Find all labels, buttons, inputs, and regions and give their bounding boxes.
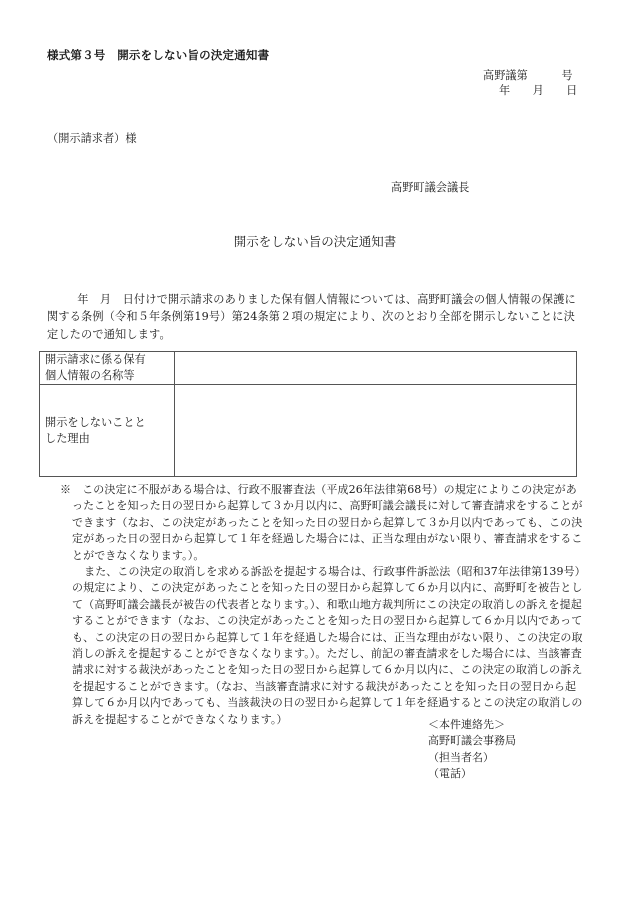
contact-office: 高野町議会事務局 bbox=[428, 734, 516, 748]
note-appeal: ※ この決定に不服がある場合は、行政不服審査法（平成26年法律第68号）の規定によりこの決定があったことを知った日の翌日から起算して３か月以内に、高野町議会議長に対して審査請求をすることができます（なお、この決定があったことを知った日の翌日から起算して３か月以内であっても、この決定があった日の翌日から起算して１年を経過した場合には、正当な理由がない限り、審査請求をすることができなくなります。）。 bbox=[60, 483, 583, 562]
label-line: 開示請求に係る保有 bbox=[45, 353, 146, 366]
body-paragraph: 年 月 日付けで開示請求のありました保有個人情報については、高野町議会の個人情報の保護に関する条例（令和５年条例第19号）第24条第２項の規定により、次のとおり全部を開示しないことに決定したので通知します。 bbox=[47, 293, 576, 341]
table-label-reason bbox=[40, 385, 175, 477]
info-table bbox=[39, 351, 577, 477]
contact-heading: ＜本件連絡先＞ bbox=[428, 718, 505, 731]
table-value-reason bbox=[175, 385, 577, 477]
label-line: した理由 bbox=[45, 431, 90, 445]
notes-section bbox=[60, 482, 585, 728]
label-line: 開示をしないことと bbox=[45, 415, 146, 429]
table-row bbox=[40, 352, 577, 385]
note-lawsuit: また、この決定の取消しを求める訴訟を提起する場合は、行政事件訴訟法（昭和37年法律第139号）の規定により、この決定があったことを知った日の翌日から起算して６か月以内に、高野町を被告として（高野町議会議長が被告の代表者となります。）、和歌山地方裁判所にこの決定の取消しの訴えを提起することができます（なお、この決定があったことを知った日の翌日から起算して６か月以内であっても、この決定の日の翌日から起算して１年を経過した場合には、正当な理由がない限り、この決定の取消しの訴えを提起することができなくなります。）。ただし、前記の審査請求をした場合には、当該審査請求に対する裁決があったことを知った日の翌日から起算して６か月以内に、この決定の取消しの訴えを提起することができます。（なお、当該審査請求に対する裁決があったことを知った日の翌日から起算して６か月以内であっても、当該裁決の日の翌日から起算して１年を経過するとこの決定の取消しの訴えを提起することができなくなります。） bbox=[72, 565, 583, 726]
document-title: 開示をしない旨の決定通知書 bbox=[233, 234, 397, 249]
table-row bbox=[40, 385, 577, 477]
sender: 高野町議会議長 bbox=[391, 181, 470, 194]
contact-block bbox=[428, 717, 516, 782]
contact-phone: （電話） bbox=[428, 766, 472, 780]
table-value-info-name bbox=[175, 352, 577, 385]
label-line: 個人情報の名称等 bbox=[45, 369, 135, 382]
document-number: 高野議第 号 bbox=[483, 69, 573, 82]
addressee: （開示請求者）様 bbox=[47, 132, 137, 145]
document-date: 年 月 日 bbox=[499, 84, 578, 97]
table-label-info-name bbox=[40, 352, 175, 385]
form-number-title: 様式第３号 開示をしない旨の決定通知書 bbox=[47, 48, 270, 62]
body-paragraph-container bbox=[47, 291, 582, 343]
contact-person: （担当者名） bbox=[428, 750, 494, 764]
